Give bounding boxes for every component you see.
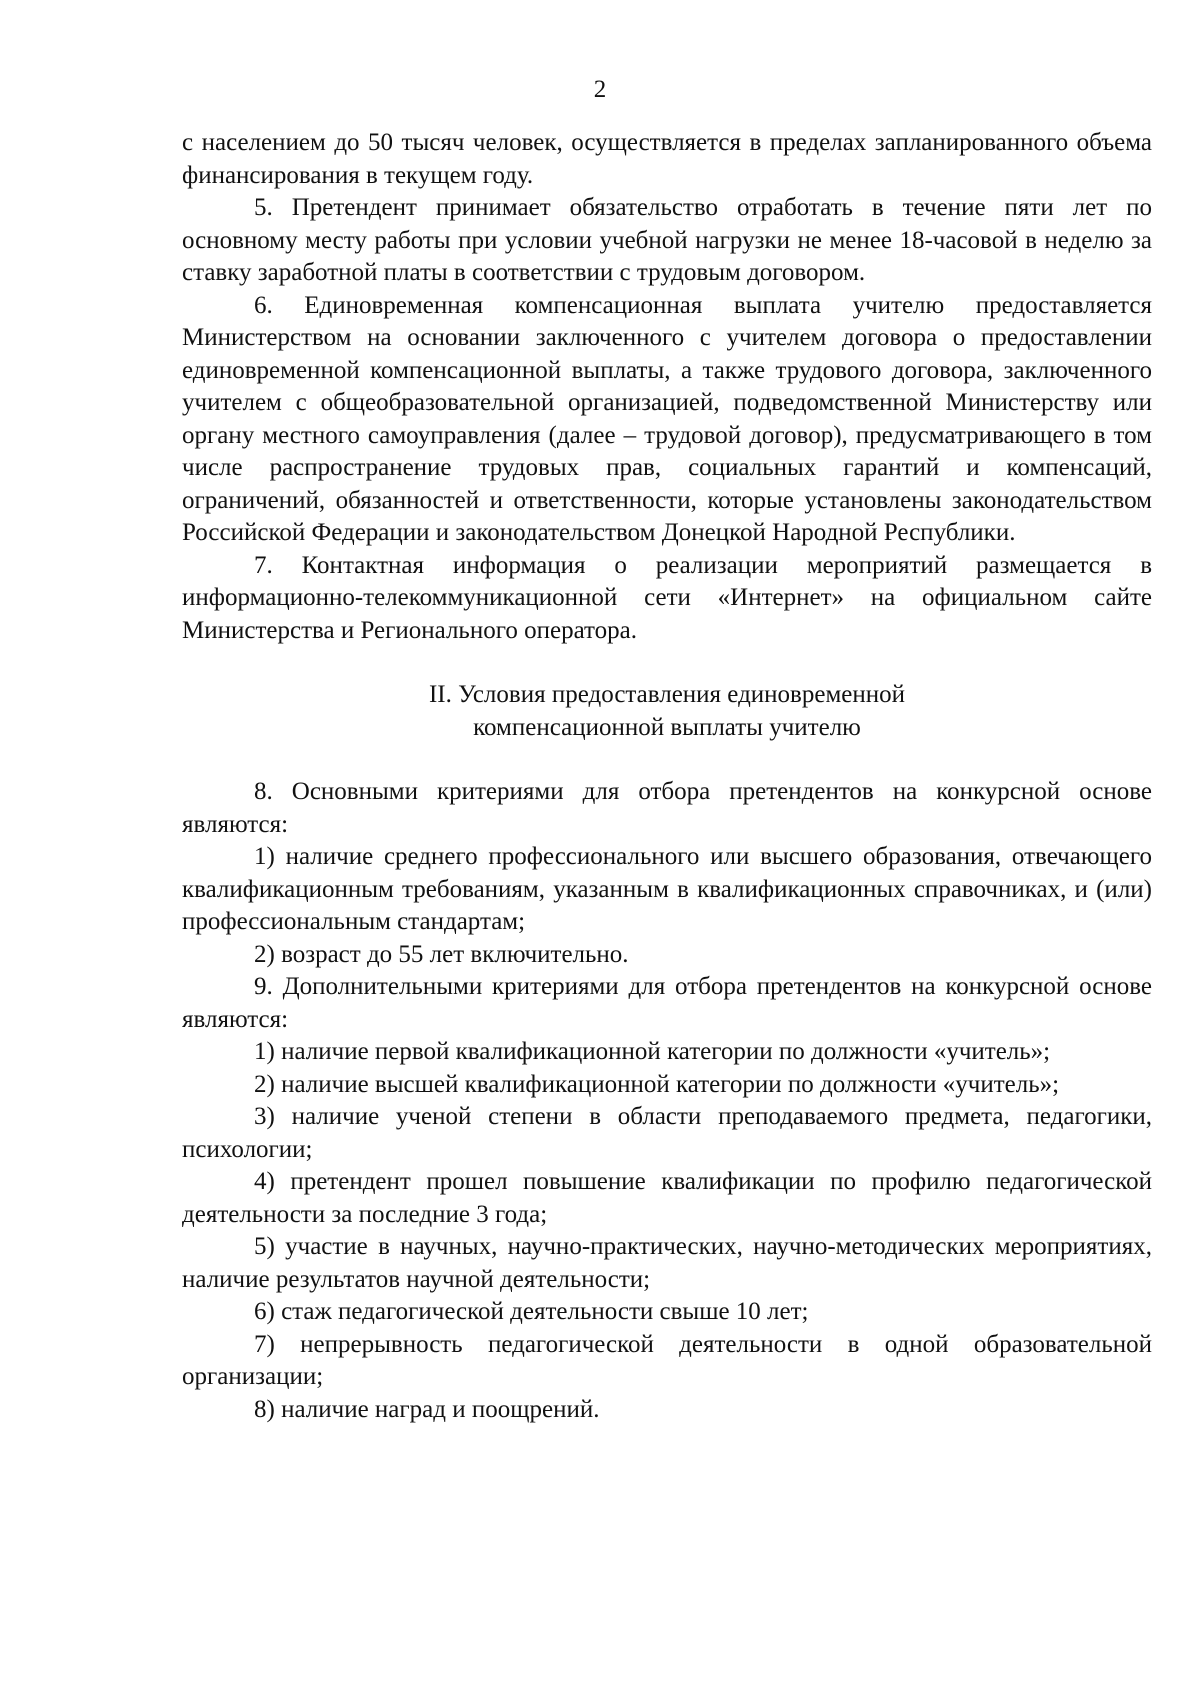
- document-body: [182, 127, 1152, 1426]
- paragraph-8: 8. Основными критериями для отбора претендентов на конкурсной основе являются:: [182, 778, 1152, 838]
- paragraph-7: 7. Контактная информация о реализации мероприятий размещается в информационно-телекоммуникационной сети «Интернет» на официальном сайте Министерства и Регионального оператора.: [182, 551, 1152, 644]
- spacer: [182, 647, 1152, 679]
- section-heading-line-2: компенсационной выплаты учителю: [473, 713, 861, 741]
- criterion-9-2: 2) наличие высшей квалификационной категории по должности «учитель»;: [254, 1070, 1060, 1098]
- paragraph-continuation: с населением до 50 тысяч человек, осуществляется в пределах запланированного объема финансирования в текущем году.: [182, 129, 1152, 189]
- criterion-8-1: 1) наличие среднего профессионального или высшего образования, отвечающего квалификационным требованиям, указанным в квалификационных справочниках, и (или) профессиональным стандартам;: [182, 843, 1152, 935]
- paragraph-5: 5. Претендент принимает обязательство отработать в течение пяти лет по основному месту работы при условии учебной нагрузки не менее 18-часовой в неделю за ставку заработной платы в соответствии с трудовым договором.: [182, 194, 1152, 286]
- paragraph-6: 6. Единовременная компенсационная выплата учителю предоставляется Министерством на основании заключенного с учителем договора о предоставлении единовременной компенсационной выплаты, а также трудового договора, заключенного учителем с общеобразовательной организацией, подведомственной Министерству или органу местного самоуправления (далее – трудовой договор), предусматривающего в том числе распространение трудовых прав, социальных гарантий и компенсаций, ограничений, обязанностей и ответственности, которые установлены законодательством Российской Федерации и законодательством Донецкой Народной Республики.: [182, 291, 1152, 546]
- spacer: [182, 744, 1152, 776]
- criterion-9-4: 4) претендент прошел повышение квалификации по профилю педагогической деятельности за последние 3 года;: [182, 1168, 1152, 1228]
- criterion-8-2: 2) возраст до 55 лет включительно.: [254, 940, 629, 968]
- criterion-9-7: 7) непрерывность педагогической деятельности в одной образовательной организации;: [182, 1330, 1152, 1390]
- criterion-9-5: 5) участие в научных, научно-практических, научно-методических мероприятиях, наличие результатов научной деятельности;: [182, 1233, 1152, 1293]
- criterion-9-3: 3) наличие ученой степени в области преподаваемого предмета, педагогики, психологии;: [182, 1103, 1152, 1163]
- criterion-9-1: 1) наличие первой квалификационной категории по должности «учитель»;: [254, 1038, 1051, 1065]
- criterion-9-8: 8) наличие наград и поощрений.: [254, 1395, 600, 1423]
- page-number: 2: [593, 76, 607, 103]
- paragraph-9: 9. Дополнительными критериями для отбора претендентов на конкурсной основе являются:: [182, 973, 1152, 1033]
- section-heading-line-1: II. Условия предоставления единовременной: [428, 681, 905, 708]
- criterion-9-6: 6) стаж педагогической деятельности свыше 10 лет;: [254, 1298, 809, 1325]
